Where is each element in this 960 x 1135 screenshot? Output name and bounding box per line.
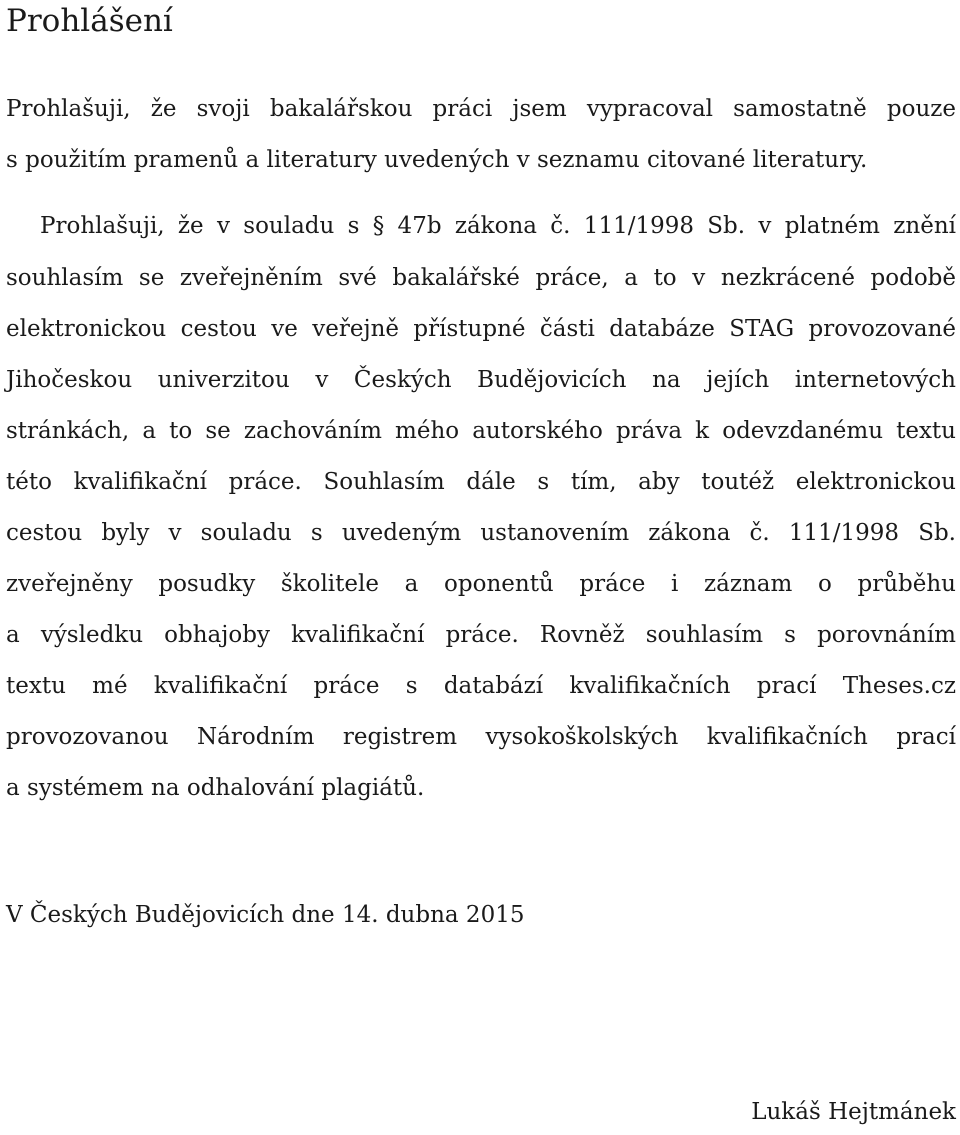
paragraph-line: Prohlašuji, že v souladu s § 47b zákona č. 111/1998 Sb. v platném znění xyxy=(40,213,956,239)
paragraph-line: cestou byly v souladu s uvedeným ustanovením zákona č. 111/1998 Sb. xyxy=(6,520,956,546)
paragraph-line: této kvalifikační práce. Souhlasím dále s tím, aby toutéž elektronickou xyxy=(6,469,956,495)
paragraph-line: textu mé kvalifikační práce s databází kvalifikačních prací Theses.cz xyxy=(6,673,956,699)
paragraph-line: Jihočeskou univerzitou v Českých Budějovicích na jejích internetových xyxy=(6,367,956,393)
paragraph-line: a výsledku obhajoby kvalifikační práce. Rovněž souhlasím s porovnáním xyxy=(6,622,956,648)
paragraph-line: provozovanou Národním registrem vysokoškolských kvalifikačních prací xyxy=(6,724,956,750)
page-title: Prohlášení xyxy=(6,3,173,39)
place-and-date: V Českých Budějovicích dne 14. dubna 2015 xyxy=(6,902,525,928)
paragraph-line: souhlasím se zveřejněním své bakalářské práce, a to v nezkrácené podobě xyxy=(6,265,956,291)
paragraph-line: elektronickou cestou ve veřejně přístupné části databáze STAG provozované xyxy=(6,316,956,342)
paragraph-line: s použitím pramenů a literatury uvedených v seznamu citované literatury. xyxy=(6,147,868,173)
paragraph-line: zveřejněny posudky školitele a oponentů práce i záznam o průběhu xyxy=(6,571,956,597)
paragraph-line: Prohlašuji, že svoji bakalářskou práci jsem vypracoval samostatně pouze xyxy=(6,96,956,122)
paragraph-line: stránkách, a to se zachováním mého autorského práva k odevzdanému textu xyxy=(6,418,956,444)
author-signature: Lukáš Hejtmánek xyxy=(751,1099,956,1125)
paragraph-line: a systémem na odhalování plagiátů. xyxy=(6,775,425,801)
